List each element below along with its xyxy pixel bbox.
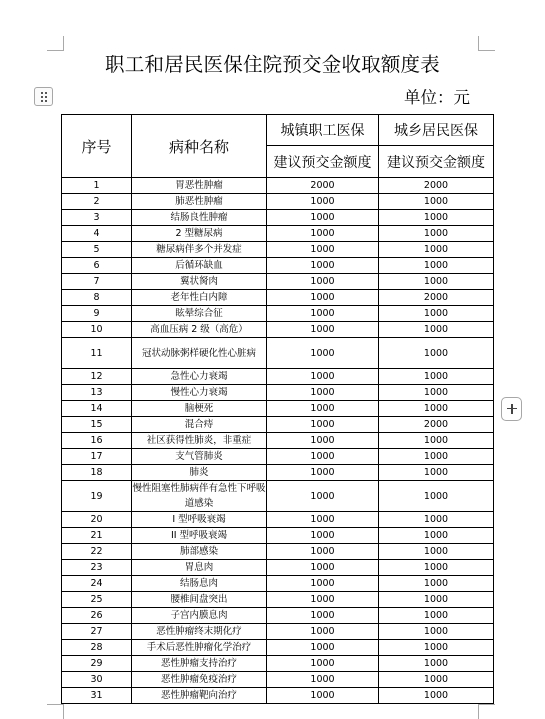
cell-resident-deposit: 1000 [379,322,494,338]
table-move-handle-icon[interactable] [34,87,53,106]
cell-seq: 28 [62,640,132,656]
cell-resident-deposit: 1000 [379,544,494,560]
cell-disease-name: 老年性白内障 [132,290,267,306]
cell-resident-deposit: 1000 [379,338,494,369]
cell-resident-deposit: 1000 [379,449,494,465]
cell-disease-name: I 型呼吸衰竭 [132,512,267,528]
table-row [62,290,494,306]
cell-resident-deposit: 1000 [379,226,494,242]
cell-seq: 23 [62,560,132,576]
cell-resident-deposit: 1000 [379,369,494,385]
cell-employee-deposit: 1000 [267,672,379,688]
cell-employee-deposit: 1000 [267,338,379,369]
cell-seq: 10 [62,322,132,338]
cell-resident-deposit: 1000 [379,210,494,226]
cell-employee-deposit: 1000 [267,481,379,512]
cell-seq: 14 [62,401,132,417]
page-corner-mark [47,704,64,719]
cell-seq: 6 [62,258,132,274]
cell-employee-deposit: 1000 [267,401,379,417]
cell-employee-deposit: 1000 [267,592,379,608]
table-body [62,178,494,704]
cell-disease-name: 急性心力衰竭 [132,369,267,385]
table-row [62,369,494,385]
table-row [62,226,494,242]
cell-resident-deposit: 1000 [379,528,494,544]
cell-seq: 4 [62,226,132,242]
cell-employee-deposit: 1000 [267,417,379,433]
table-row [62,481,494,512]
document-title: 职工和居民医保住院预交金收取额度表 [105,53,440,76]
table-row [62,210,494,226]
table-row [62,656,494,672]
cell-employee-deposit: 1000 [267,576,379,592]
cell-disease-name: 胃恶性肿瘤 [132,178,267,194]
cell-seq: 13 [62,385,132,401]
cell-resident-deposit: 2000 [379,290,494,306]
cell-seq: 8 [62,290,132,306]
table-row [62,322,494,338]
cell-employee-deposit: 1000 [267,242,379,258]
cell-disease-name: 腰椎间盘突出 [132,592,267,608]
cell-employee-deposit: 1000 [267,449,379,465]
cell-seq: 25 [62,592,132,608]
cell-disease-name: 脑梗死 [132,401,267,417]
cell-seq: 17 [62,449,132,465]
table-row [62,274,494,290]
cell-employee-deposit: 1000 [267,258,379,274]
cell-employee-deposit: 1000 [267,385,379,401]
cell-seq: 5 [62,242,132,258]
cell-seq: 9 [62,306,132,322]
cell-resident-deposit: 1000 [379,688,494,704]
cell-employee-deposit: 1000 [267,194,379,210]
table-row [62,576,494,592]
cell-resident-deposit: 1000 [379,306,494,322]
cell-employee-deposit: 1000 [267,512,379,528]
column-header-disease: 病种名称 [132,115,267,178]
cell-employee-deposit: 1000 [267,290,379,306]
cell-employee-deposit: 1000 [267,274,379,290]
cell-resident-deposit: 1000 [379,512,494,528]
cell-resident-deposit: 1000 [379,624,494,640]
cell-employee-deposit: 1000 [267,226,379,242]
table-row [62,512,494,528]
cell-disease-name: 恶性肿瘤靶向治疗 [132,688,267,704]
cell-resident-deposit: 1000 [379,560,494,576]
cell-seq: 16 [62,433,132,449]
cell-disease-name: 恶性肿瘤支持治疗 [132,656,267,672]
cell-disease-name: 高血压病 2 级（高危） [132,322,267,338]
cell-disease-name: 恶性肿瘤免疫治疗 [132,672,267,688]
table-row [62,672,494,688]
cell-seq: 26 [62,608,132,624]
cell-employee-deposit: 2000 [267,178,379,194]
table-row [62,624,494,640]
table-row [62,401,494,417]
cell-employee-deposit: 1000 [267,322,379,338]
cell-resident-deposit: 1000 [379,242,494,258]
cell-resident-deposit: 1000 [379,194,494,210]
cell-disease-name: 混合痔 [132,417,267,433]
cell-seq: 1 [62,178,132,194]
cell-disease-name: 支气管肺炎 [132,449,267,465]
cell-disease-name: 肺部感染 [132,544,267,560]
cell-seq: 18 [62,465,132,481]
cell-employee-deposit: 1000 [267,624,379,640]
cell-disease-name: 肺炎 [132,465,267,481]
column-subheader-resident-deposit: 建议预交金额度 [379,146,494,178]
page-corner-mark [478,704,495,719]
table-row [62,385,494,401]
cell-employee-deposit: 1000 [267,306,379,322]
table-row [62,592,494,608]
cell-disease-name: 后循环缺血 [132,258,267,274]
table-row [62,640,494,656]
page-corner-mark [47,36,64,51]
cell-disease-name: 慢性阻塞性肺病伴有急性下呼吸道感染 [132,481,267,512]
table-row [62,178,494,194]
cell-seq: 15 [62,417,132,433]
cell-disease-name: 胃息肉 [132,560,267,576]
cell-resident-deposit: 1000 [379,385,494,401]
cell-resident-deposit: 1000 [379,656,494,672]
table-row [62,338,494,369]
unit-label: 单位：元 [404,88,470,107]
table-row [62,449,494,465]
cell-disease-name: 结肠息肉 [132,576,267,592]
page-corner-mark [478,36,495,51]
cell-seq: 12 [62,369,132,385]
cell-resident-deposit: 1000 [379,433,494,449]
cell-seq: 11 [62,338,132,369]
cell-employee-deposit: 1000 [267,528,379,544]
cell-employee-deposit: 1000 [267,369,379,385]
cell-resident-deposit: 1000 [379,672,494,688]
add-row-plus-icon[interactable] [501,397,522,421]
cell-employee-deposit: 1000 [267,544,379,560]
cell-disease-name: II 型呼吸衰竭 [132,528,267,544]
cell-employee-deposit: 1000 [267,210,379,226]
cell-disease-name: 糖尿病伴多个并发症 [132,242,267,258]
cell-resident-deposit: 1000 [379,481,494,512]
cell-disease-name: 社区获得性肺炎，非重症 [132,433,267,449]
cell-resident-deposit: 1000 [379,640,494,656]
column-header-seq: 序号 [62,115,132,178]
column-header-urban-rural-resident: 城乡居民医保 [379,115,494,146]
cell-seq: 24 [62,576,132,592]
table-row [62,242,494,258]
table-row [62,194,494,210]
cell-resident-deposit: 1000 [379,401,494,417]
cell-employee-deposit: 1000 [267,608,379,624]
cell-disease-name: 2 型糖尿病 [132,226,267,242]
cell-resident-deposit: 1000 [379,274,494,290]
cell-seq: 19 [62,481,132,512]
table-row [62,688,494,704]
cell-seq: 22 [62,544,132,560]
table-row [62,465,494,481]
cell-disease-name: 慢性心力衰竭 [132,385,267,401]
table-row [62,560,494,576]
cell-disease-name: 翼状胬肉 [132,274,267,290]
cell-disease-name: 子宫内膜息肉 [132,608,267,624]
cell-employee-deposit: 1000 [267,656,379,672]
cell-employee-deposit: 1000 [267,433,379,449]
cell-resident-deposit: 1000 [379,465,494,481]
cell-employee-deposit: 1000 [267,640,379,656]
table-row [62,544,494,560]
cell-disease-name: 眩晕综合征 [132,306,267,322]
table-row [62,433,494,449]
cell-disease-name: 手术后恶性肿瘤化学治疗 [132,640,267,656]
cell-seq: 21 [62,528,132,544]
cell-seq: 29 [62,656,132,672]
table-row [62,258,494,274]
cell-resident-deposit: 2000 [379,178,494,194]
table-row [62,417,494,433]
cell-employee-deposit: 1000 [267,688,379,704]
cell-disease-name: 恶性肿瘤终末期化疗 [132,624,267,640]
cell-resident-deposit: 1000 [379,608,494,624]
cell-seq: 7 [62,274,132,290]
cell-seq: 27 [62,624,132,640]
cell-seq: 20 [62,512,132,528]
cell-disease-name: 冠状动脉粥样硬化性心脏病 [132,338,267,369]
column-header-urban-employee: 城镇职工医保 [267,115,379,146]
cell-employee-deposit: 1000 [267,560,379,576]
cell-seq: 2 [62,194,132,210]
cell-disease-name: 结肠良性肿瘤 [132,210,267,226]
cell-disease-name: 肺恶性肿瘤 [132,194,267,210]
cell-seq: 3 [62,210,132,226]
column-subheader-employee-deposit: 建议预交金额度 [267,146,379,178]
table-row [62,306,494,322]
cell-resident-deposit: 2000 [379,417,494,433]
cell-seq: 31 [62,688,132,704]
deposit-table [61,114,494,704]
cell-resident-deposit: 1000 [379,592,494,608]
table-row [62,528,494,544]
cell-resident-deposit: 1000 [379,258,494,274]
cell-employee-deposit: 1000 [267,465,379,481]
table-row [62,608,494,624]
cell-resident-deposit: 1000 [379,576,494,592]
cell-seq: 30 [62,672,132,688]
